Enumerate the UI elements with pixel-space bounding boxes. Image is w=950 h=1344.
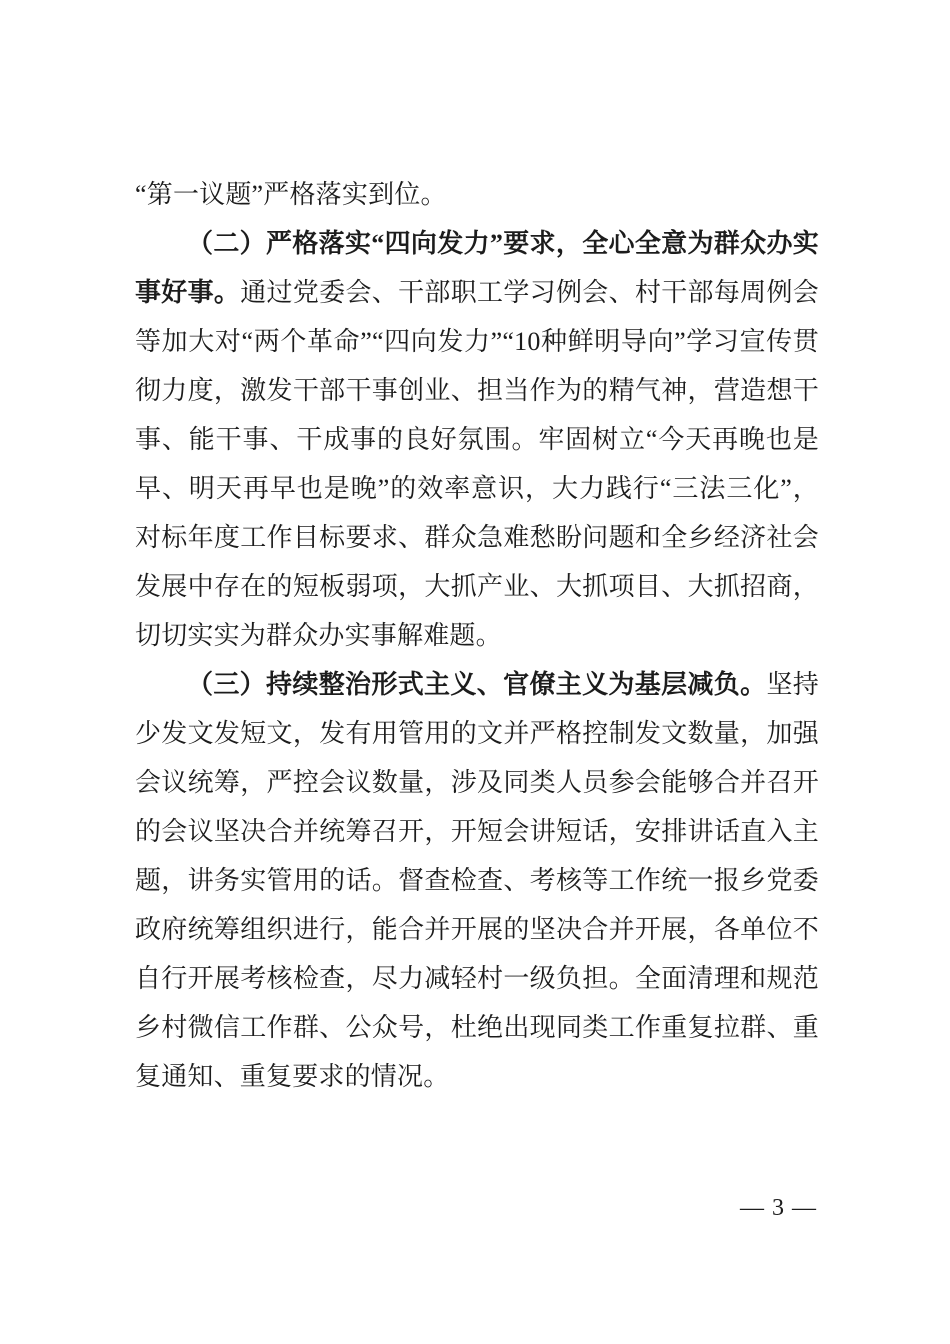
paragraph-section-3: [135, 660, 819, 1101]
document-body: [135, 170, 819, 1101]
page-number: — 3 —: [740, 1195, 817, 1221]
paragraph-section-3-heading: （三）持续整治形式主义、官僚主义为基层减负。: [187, 670, 767, 699]
paragraph-section-3-text: 坚持少发文发短文，发有用管用的文并严格控制发文数量，加强会议统筹，严控会议数量，涉及同类人员参会能够合并召开的会议坚决合并统筹召开，开短会讲短话，安排讲话直入主题，讲务实管用的话。督查检查、考核等工作统一报乡党委政府统筹组织进行，能合并开展的坚决合并开展，各单位不自行开展考核检查，尽力减轻村一级负担。全面清理和规范乡村微信工作群、公众号，杜绝出现同类工作重复拉群、重复通知、重复要求的情况。: [135, 670, 819, 1091]
paragraph-continuation-text: “第一议题”严格落实到位。: [135, 180, 447, 209]
paragraph-section-2-text: 通过党委会、干部职工学习例会、村干部每周例会等加大对“两个革命”“四向发力”“10种鲜明导向”学习宣传贯彻力度，激发干部干事创业、担当作为的精气神，营造想干事、能干事、干成事的良好氛围。牢固树立“今天再晚也是早、明天再早也是晚”的效率意识，大力践行“三法三化”，对标年度工作目标要求、群众急难愁盼问题和全乡经济社会发展中存在的短板弱项，大抓产业、大抓项目、大抓招商，切切实实为群众办实事解难题。: [135, 278, 819, 650]
paragraph-section-2-heading: （二）严格落实“四向发力”要求，全心全意为群众办实事好事。: [135, 229, 819, 307]
paragraph-section-2: [135, 219, 819, 660]
paragraph-continuation: [135, 170, 819, 219]
